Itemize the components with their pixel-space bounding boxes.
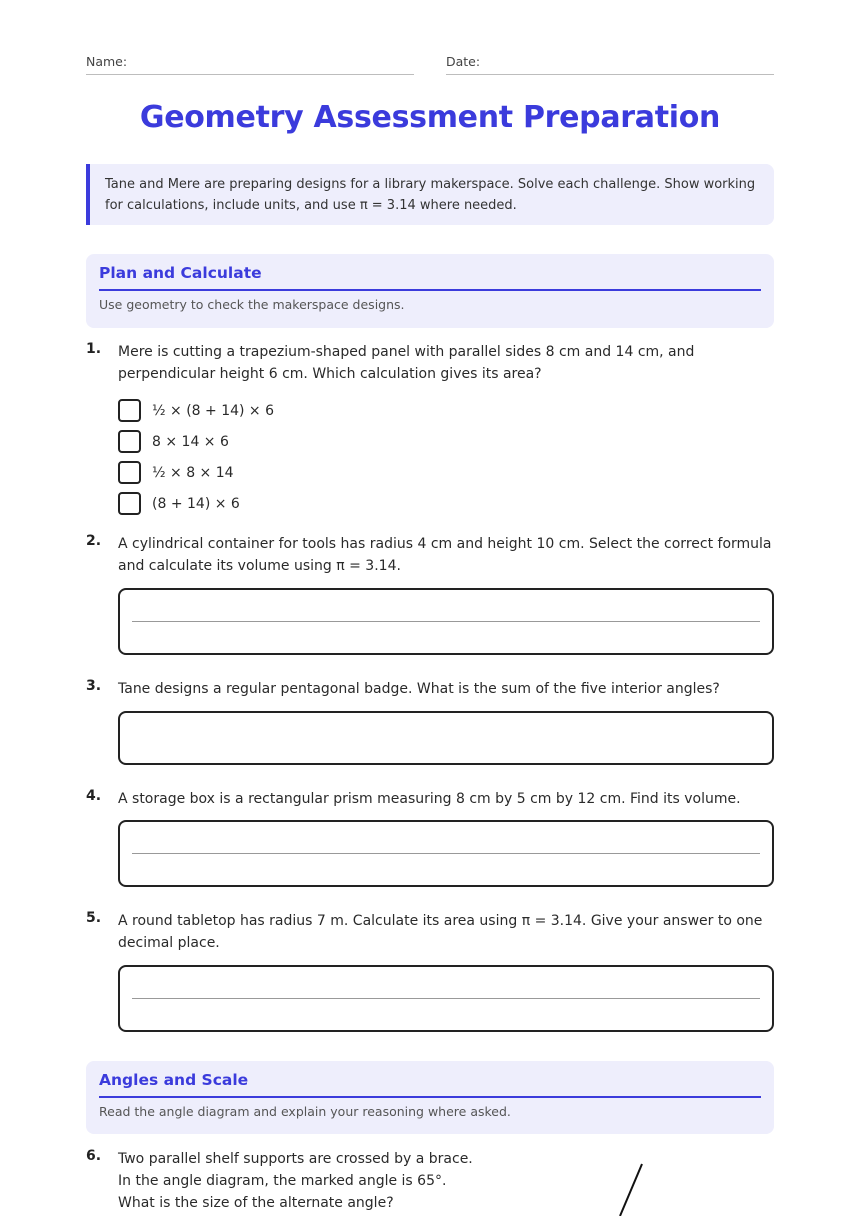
- question-1: [86, 341, 774, 519]
- question-2: [86, 533, 774, 577]
- instructions-text: Tane and Mere are preparing designs for a library makerspace. Solve each challenge. Show working for calculations, include units, and use π = 3.14 where needed.: [105, 177, 756, 213]
- question-number: 3.: [86, 678, 102, 694]
- answer-line: [132, 621, 760, 622]
- section-angles-and-scale: [86, 1061, 774, 1134]
- section-title: Plan and Calculate: [99, 264, 761, 291]
- instructions-box: [86, 164, 774, 225]
- option-label: ½ × 8 × 14: [152, 464, 234, 481]
- option-b[interactable]: [118, 426, 774, 457]
- date-label: Date:: [446, 54, 481, 69]
- option-c[interactable]: [118, 457, 774, 488]
- question-number: 4.: [86, 788, 102, 804]
- option-d[interactable]: [118, 488, 774, 519]
- answer-line: [132, 853, 760, 854]
- question-number: 5.: [86, 910, 102, 926]
- section-subtitle: Use geometry to check the makerspace designs.: [99, 297, 405, 312]
- answer-options: [118, 395, 774, 519]
- question-6: [86, 1148, 486, 1214]
- angle-diagram: [600, 1160, 660, 1216]
- answer-box-2[interactable]: [118, 588, 774, 655]
- option-label: (8 + 14) × 6: [152, 495, 240, 512]
- question-text: Mere is cutting a trapezium-shaped panel with parallel sides 8 cm and 14 cm, and perpendicular height 6 cm. Which calculation gives its area?: [118, 344, 695, 382]
- checkbox[interactable]: [118, 399, 141, 422]
- section-subtitle: Read the angle diagram and explain your reasoning where asked.: [99, 1104, 511, 1119]
- checkbox[interactable]: [118, 461, 141, 484]
- question-number: 1.: [86, 341, 102, 357]
- question-text: A cylindrical container for tools has radius 4 cm and height 10 cm. Select the correct formula and calculate its volume using π = 3.14.: [118, 536, 772, 574]
- question-text: Two parallel shelf supports are crossed by a brace. In the angle diagram, the marked angle is 65°. What is the size of the alternate angle?: [118, 1151, 473, 1211]
- question-5: [86, 910, 774, 954]
- question-3: [86, 678, 774, 700]
- answer-box-4[interactable]: [118, 820, 774, 887]
- question-number: 2.: [86, 533, 102, 549]
- page-title: Geometry Assessment Preparation: [139, 100, 721, 135]
- question-text: A round tabletop has radius 7 m. Calculate its area using π = 3.14. Give your answer to one decimal place.: [118, 913, 763, 951]
- question-text: A storage box is a rectangular prism measuring 8 cm by 5 cm by 12 cm. Find its volume.: [118, 791, 741, 807]
- checkbox[interactable]: [118, 430, 141, 453]
- option-label: ½ × (8 + 14) × 6: [152, 402, 275, 419]
- option-label: 8 × 14 × 6: [152, 433, 229, 450]
- answer-box-5[interactable]: [118, 965, 774, 1032]
- option-a[interactable]: [118, 395, 774, 426]
- date-field[interactable]: [446, 54, 774, 75]
- name-label: Name:: [86, 54, 128, 69]
- question-number: 6.: [86, 1148, 102, 1164]
- name-field[interactable]: [86, 54, 414, 75]
- question-text: Tane designs a regular pentagonal badge. What is the sum of the five interior angles?: [118, 681, 720, 697]
- student-info-row: [86, 54, 774, 75]
- answer-box-3[interactable]: [118, 711, 774, 765]
- question-4: [86, 788, 774, 810]
- answer-line: [132, 998, 760, 999]
- section-title: Angles and Scale: [99, 1071, 761, 1098]
- section-plan-and-calculate: [86, 254, 774, 328]
- brace-line: [620, 1164, 642, 1216]
- checkbox[interactable]: [118, 492, 141, 515]
